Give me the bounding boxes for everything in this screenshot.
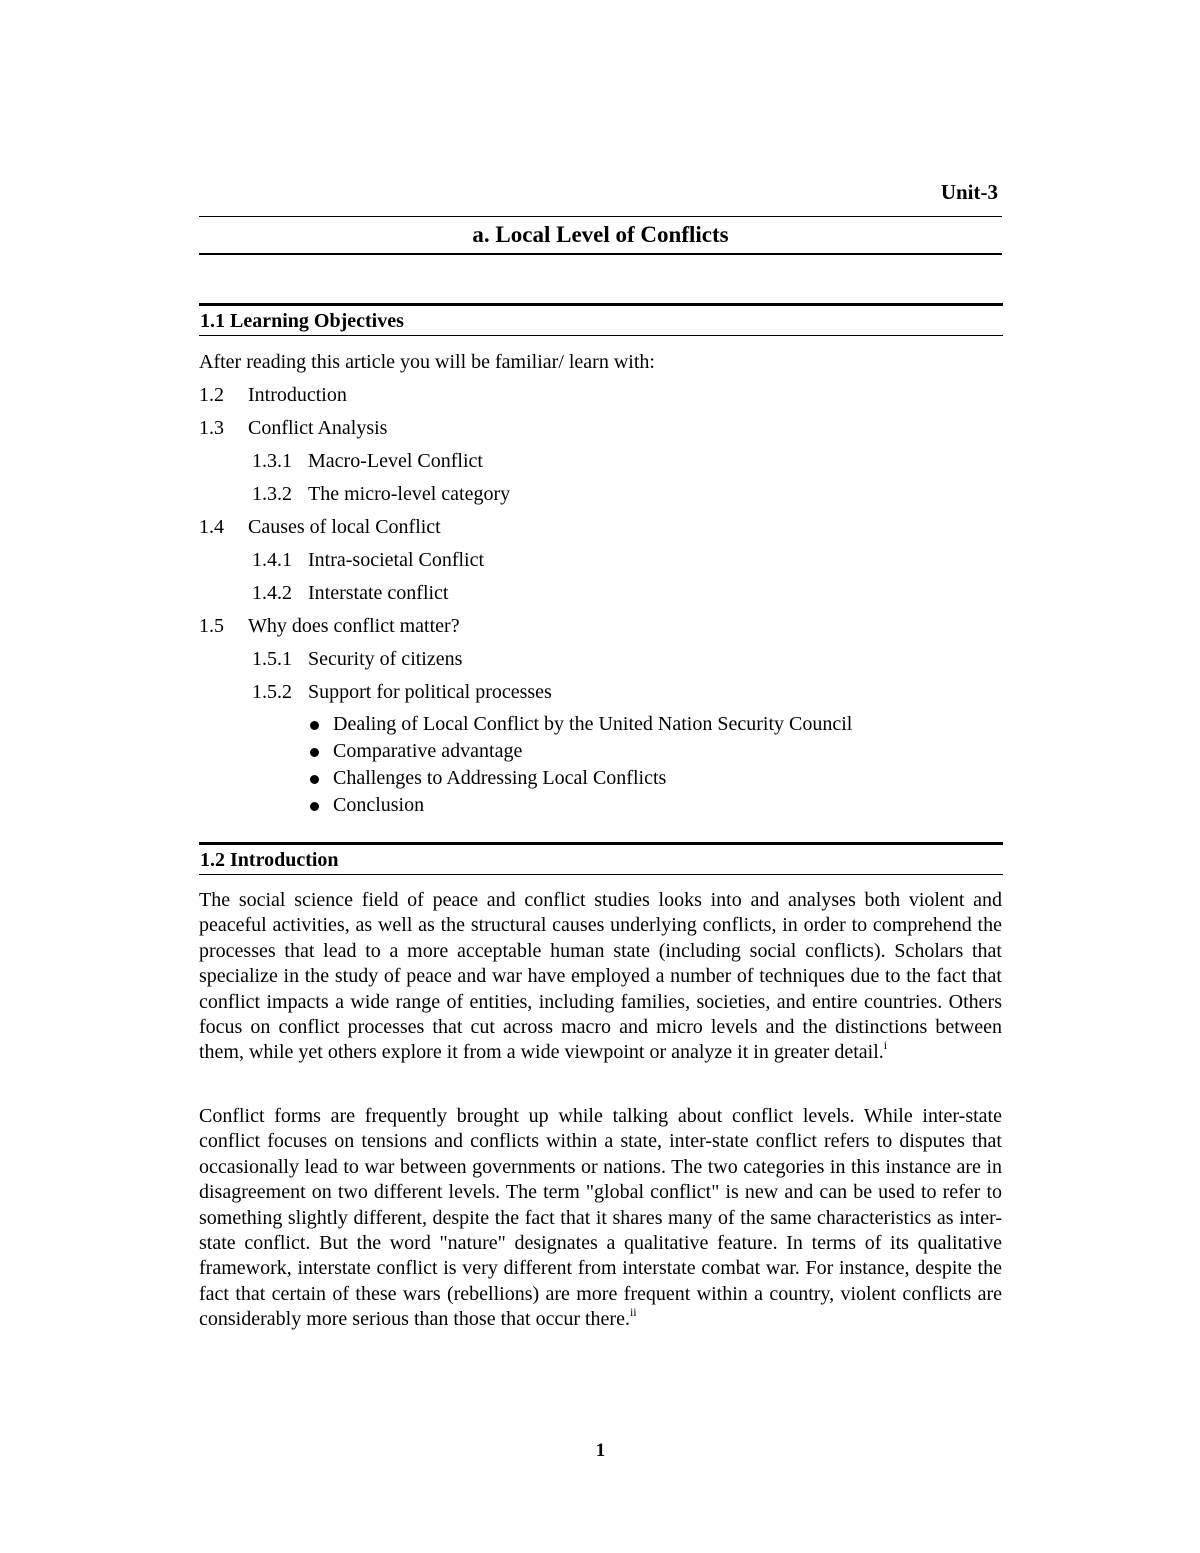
bullet-text: Challenges to Addressing Local Conflicts xyxy=(333,767,667,789)
bullet-item xyxy=(308,765,1002,792)
footnote-marker[interactable]: ii xyxy=(629,1305,637,1320)
bullet-icon xyxy=(310,721,319,730)
objective-text: Intra-societal Conflict xyxy=(308,549,485,571)
objective-number: 1.4.2 xyxy=(252,582,292,604)
objective-item xyxy=(199,414,1002,447)
bullet-icon xyxy=(310,748,319,757)
document-page xyxy=(199,0,1002,1553)
objective-subitem xyxy=(199,447,1002,480)
objective-subitem xyxy=(199,546,1002,579)
document-title: a. Local Level of Conflicts xyxy=(472,222,729,247)
bullet-text: Comparative advantage xyxy=(333,740,523,762)
bullet-icon xyxy=(310,775,319,784)
learning-objectives-heading: 1.1 Learning Objectives xyxy=(199,303,1003,336)
objectives-list xyxy=(199,348,1002,819)
objective-subitem xyxy=(199,579,1002,612)
introduction-paragraph-1 xyxy=(199,888,1002,1066)
objective-text: Introduction xyxy=(248,384,347,406)
objective-subitem xyxy=(199,480,1002,513)
objective-text: The micro-level category xyxy=(308,483,511,505)
objective-text: Macro-Level Conflict xyxy=(308,450,483,472)
objective-number: 1.5 xyxy=(199,615,224,637)
objective-text: Causes of local Conflict xyxy=(248,516,441,538)
unit-label: Unit-3 xyxy=(940,180,998,204)
objective-number: 1.5.2 xyxy=(252,681,292,703)
page-number: 1 xyxy=(595,1440,606,1461)
objective-text: Conflict Analysis xyxy=(248,417,388,439)
objective-subitem xyxy=(199,678,1002,711)
objective-item xyxy=(199,513,1002,546)
bullet-icon xyxy=(310,802,319,811)
objective-text: Why does conflict matter? xyxy=(248,615,460,637)
objective-text: Support for political processes xyxy=(308,681,552,703)
bullet-text: Dealing of Local Conflict by the United Nation Security Council xyxy=(333,713,853,735)
bullet-item xyxy=(308,792,1002,819)
footnote-marker[interactable]: i xyxy=(883,1038,888,1053)
introduction-paragraph-2 xyxy=(199,1104,1002,1333)
introduction-heading: 1.2 Introduction xyxy=(199,842,1003,875)
objective-number: 1.4.1 xyxy=(252,549,292,571)
bullet-item xyxy=(308,738,1002,765)
objective-number: 1.3.1 xyxy=(252,450,292,472)
objective-number: 1.5.1 xyxy=(252,648,292,670)
objectives-bullet-list xyxy=(199,711,1002,819)
objective-number: 1.4 xyxy=(199,516,224,538)
objective-number: 1.3 xyxy=(199,417,224,439)
objective-item xyxy=(199,381,1002,414)
objective-number: 1.2 xyxy=(199,384,224,406)
paragraph-text: The social science field of peace and conflict studies looks into and analyses both violent and peaceful activities, as well as the structural causes underlying conflicts, in order to comprehend the processes that lead to a more acceptable human state (including social conflicts). Scholars that specialize in the study of peace and war have employed a number of techniques due to the fact that conflict impacts a wide range of entities, including families, societies, and entire countries. Others focus on conflict processes that cut across macro and micro levels and the distinctions between them, while yet others explore it from a wide viewpoint or analyze it in greater detail. xyxy=(199,889,1002,1064)
objectives-intro: After reading this article you will be familiar/ learn with: xyxy=(199,351,655,373)
bullet-item xyxy=(308,711,1002,738)
paragraph-text: Conflict forms are frequently brought up while talking about conflict levels. While inter-state conflict focuses on tensions and conflicts within a state, inter-state conflict refers to disputes that occasionally lead to war between governments or nations. The two categories in this instance are in disagreement on two different levels. The term "global conflict" is new and can be used to refer to something slightly different, despite the fact that it shares many of the same characteristics as inter-state conflict. But the word "nature" designates a qualitative feature. In terms of its qualitative framework, interstate conflict is very different from interstate combat war. For instance, despite the fact that certain of these wars (rebellions) are more frequent within a country, violent conflicts are considerably more serious than those that occur there. xyxy=(199,1105,1002,1331)
objective-text: Security of citizens xyxy=(308,648,463,670)
objective-subitem xyxy=(199,645,1002,678)
objective-item xyxy=(199,612,1002,645)
objective-number: 1.3.2 xyxy=(252,483,292,505)
objective-text: Interstate conflict xyxy=(308,582,449,604)
bullet-text: Conclusion xyxy=(333,794,425,816)
title-block xyxy=(199,216,1002,255)
